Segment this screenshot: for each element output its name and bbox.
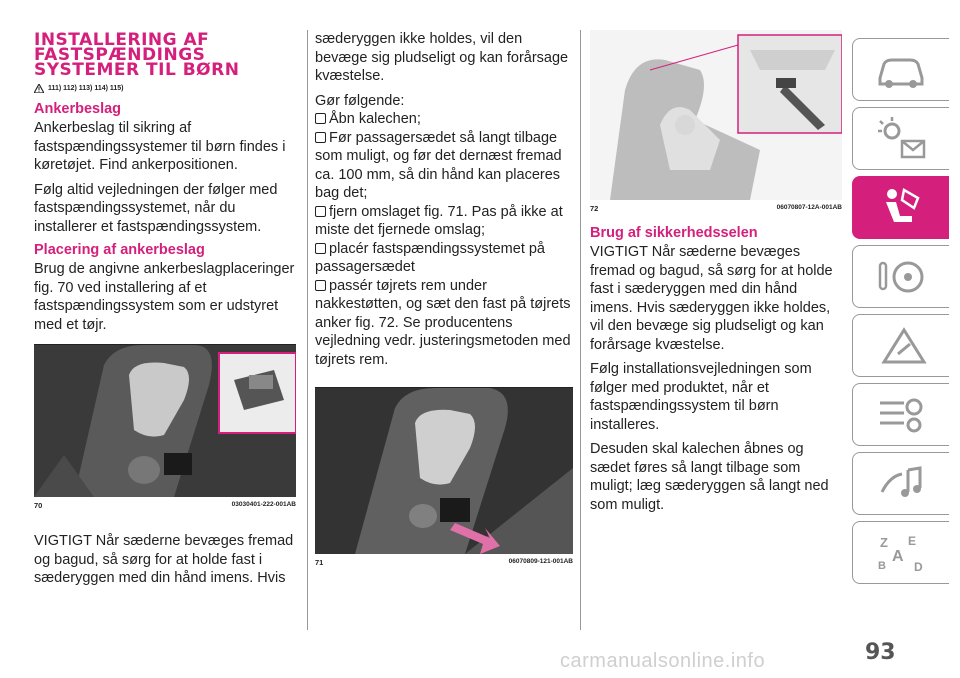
chapter-sidebar bbox=[852, 38, 952, 590]
checkbox-bullet-icon bbox=[315, 206, 326, 217]
sidebar-tab-service[interactable] bbox=[852, 383, 949, 446]
list-item: Før passagersædet så langt tilbage som muligt, og før det dernæst fremad ca. 100 mm, så din hånd kan placeres bag det; bbox=[315, 129, 562, 201]
heading-placement: Placering af ankerbeslag bbox=[34, 242, 205, 258]
airbag-seat-icon bbox=[874, 186, 928, 230]
key-steering-icon bbox=[874, 255, 928, 299]
column-divider bbox=[307, 30, 308, 630]
sidebar-tab-lights[interactable] bbox=[852, 107, 949, 170]
figure-72 bbox=[590, 30, 842, 213]
warning-lights-icon bbox=[874, 117, 928, 161]
checkbox-bullet-icon bbox=[315, 113, 326, 124]
sidebar-tab-multimedia[interactable] bbox=[852, 452, 949, 515]
list-item: passér tøjrets rem under nakkestøtten, og sæt den fast på tøjrets anker fig. 72. Se producentens vejledning vedr. justeringsmetoden med tøjrets rem. bbox=[315, 277, 571, 368]
figure-71-image bbox=[315, 387, 573, 554]
paragraph: VIGTIGT Når sæderne bevæges fremad og bagud, så sørg for at holde fast i sæderyggen med din hånd imens. Hvis bbox=[34, 533, 294, 586]
checkbox-bullet-icon bbox=[315, 132, 326, 143]
column-2 bbox=[315, 30, 573, 567]
list-item: placér fastspændingssystemet på passagersædet bbox=[315, 240, 545, 275]
column-divider bbox=[580, 30, 581, 630]
warning-references: 111) 112) 113) 114) 115) bbox=[34, 84, 296, 93]
checkbox-bullet-icon bbox=[315, 280, 326, 291]
column-1 bbox=[34, 28, 296, 594]
figure-70 bbox=[34, 344, 296, 510]
index-icon bbox=[874, 531, 928, 575]
sidebar-tab-driving[interactable] bbox=[852, 245, 949, 308]
checkbox-bullet-icon bbox=[315, 243, 326, 254]
paragraph: Følg installationsvejledningen som følger med produktet, når et fastspændingssystem til børn installeres. bbox=[590, 361, 812, 433]
paragraph: Desuden skal kalechen åbnes og sædet føres så langt tilbage som muligt; læg sæderyggen så langt ned som muligt. bbox=[590, 441, 829, 513]
sidebar-tab-emergency[interactable] bbox=[852, 314, 949, 377]
paragraph: VIGTIGT Når sæderne bevæges fremad og bagud, så sørg for at holde fast i sæderyggen med din hånd imens. Hvis sæderyggen ikke holdes, vil den bevæge sig pludseligt og kan forårsage kvæstelse. bbox=[590, 244, 833, 353]
sidebar-tab-car[interactable] bbox=[852, 38, 949, 101]
figure-72-image bbox=[590, 30, 842, 200]
column-3 bbox=[590, 30, 842, 520]
figure-71 bbox=[315, 387, 573, 567]
figure-70-image bbox=[34, 344, 296, 497]
list-item: Åbn kalechen; bbox=[315, 110, 573, 129]
section-title: INSTALLERING AF FASTSPÆNDINGS SYSTEMER TIL BØRN bbox=[34, 30, 240, 80]
heading-anchor: Ankerbeslag bbox=[34, 101, 122, 117]
multimedia-icon bbox=[874, 462, 928, 506]
service-tools-icon bbox=[874, 393, 928, 437]
sidebar-tab-safety[interactable] bbox=[852, 176, 949, 239]
figure-70-caption: 70 03030401-222-001AB bbox=[34, 501, 296, 510]
paragraph: Følg altid vejledningen der følger med fastspændingssystemet, når du installerer et fastspændingssystem. bbox=[34, 181, 278, 235]
roadside-warning-icon bbox=[874, 324, 928, 368]
page-number: 93 bbox=[865, 640, 896, 665]
list-item: fjern omslaget fig. 71. Pas på ikke at miste det fjernede omslag; bbox=[315, 203, 563, 238]
watermark: carmanualsonline.info bbox=[560, 650, 766, 672]
figure-71-caption: 71 06070809-121-001AB bbox=[315, 558, 573, 567]
svg-text:E: E bbox=[908, 533, 917, 548]
sidebar-tab-index[interactable] bbox=[852, 521, 949, 584]
warning-triangle-icon bbox=[34, 84, 44, 93]
paragraph: Ankerbeslag til sikring af fastspændingssystemer til børn findes i køretøjet. Find ankerpositionen. bbox=[34, 120, 286, 173]
paragraph: Brug de angivne ankerbeslagplaceringer fig. 70 ved installering af et fastspændingssystem som er udstyret med et tøjr. bbox=[34, 261, 295, 333]
svg-text:B: B bbox=[878, 559, 886, 572]
paragraph: sæderyggen ikke holdes, vil den bevæge sig pludseligt og kan forårsage kvæstelse. bbox=[315, 31, 569, 84]
svg-text:A: A bbox=[892, 547, 904, 565]
car-icon bbox=[874, 48, 928, 92]
paragraph: Gør følgende: bbox=[315, 92, 405, 109]
heading-seatbelt: Brug af sikkerhedsselen bbox=[590, 225, 758, 241]
figure-72-caption: 72 06070807-12A-001AB bbox=[590, 204, 842, 213]
svg-text:Z: Z bbox=[880, 534, 888, 550]
svg-text:D: D bbox=[914, 559, 923, 574]
